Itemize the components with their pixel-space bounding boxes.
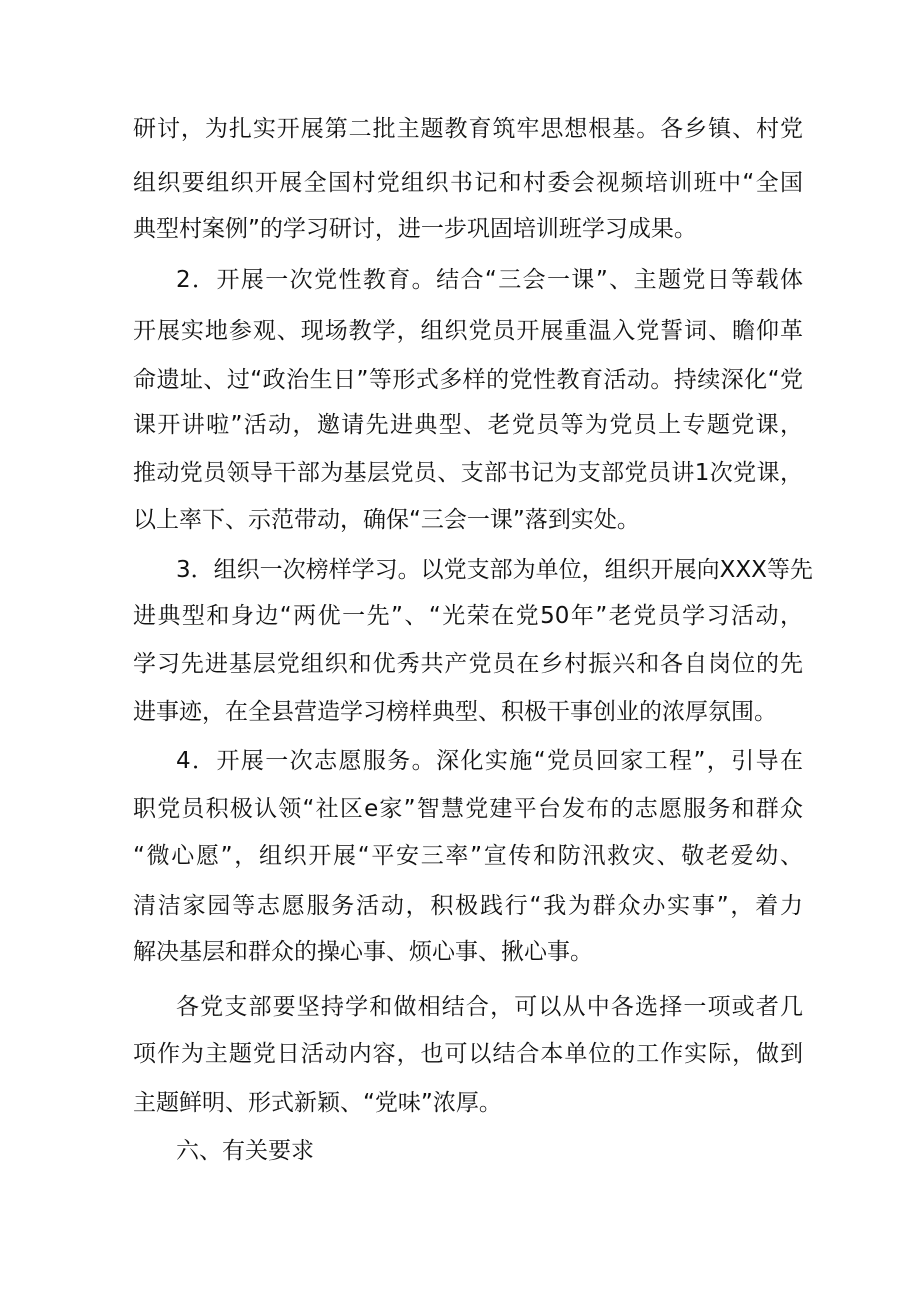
text-line: 4．开展一次志愿服务。深化实施“党员回家工程”，引导在 [176,748,803,774]
text-line: 进典型和身边“两优一先”、“光荣在党50年”老党员学习活动， [133,603,803,629]
text-line: 推动党员领导干部为基层党员、支部书记为支部党员讲1次党课， [133,460,803,486]
text-line: 开展实地参观、现场教学，组织党员开展重温入党誓词、瞻仰革 [133,318,803,344]
section-heading: 六、有关要求 [176,1138,314,1164]
text-line: 典型村案例”的学习研讨，进一步巩固培训班学习成果。 [133,216,697,242]
text-line: 项作为主题党日活动内容，也可以结合本单位的工作实际，做到 [133,1041,803,1067]
text-line: 研讨，为扎实开展第二批主题教育筑牢思想根基。各乡镇、村党 [133,116,803,142]
text-line: 课开讲啦”活动，邀请先进典型、老党员等为党员上专题党课， [133,412,803,438]
text-line: 清洁家园等志愿服务活动，积极践行“我为群众办实事”，着力 [133,893,803,919]
text-line: 职党员积极认领“社区e家”智慧党建平台发布的志愿服务和群众 [133,796,803,822]
text-line: 3．组织一次榜样学习。以党支部为单位，组织开展向XXX等先 [176,557,813,583]
text-line: 以上率下、示范带动，确保“三会一课”落到实处。 [133,507,640,533]
text-line: 主题鲜明、形式新颖、“党味”浓厚。 [133,1090,502,1116]
text-line: 学习先进基层党组织和优秀共产党员在乡村振兴和各自岗位的先 [133,651,803,677]
text-line: 2．开展一次党性教育。结合“三会一课”、主题党日等载体 [176,267,803,293]
text-line: 组织要组织开展全国村党组织书记和村委会视频培训班中“全国 [133,170,803,196]
text-line: 解决基层和群众的操心事、烦心事、揪心事。 [133,939,593,965]
text-line: “微心愿”，组织开展“平安三率”宣传和防汛救灾、敬老爱幼、 [133,843,803,869]
text-line: 进事迹，在全县营造学习榜样典型、积极干事创业的浓厚氛围。 [133,699,777,725]
text-line: 命遗址、过“政治生日”等形式多样的党性教育活动。持续深化“党 [133,367,803,393]
text-line: 各党支部要坚持学和做相结合，可以从中各选择一项或者几 [176,994,803,1020]
